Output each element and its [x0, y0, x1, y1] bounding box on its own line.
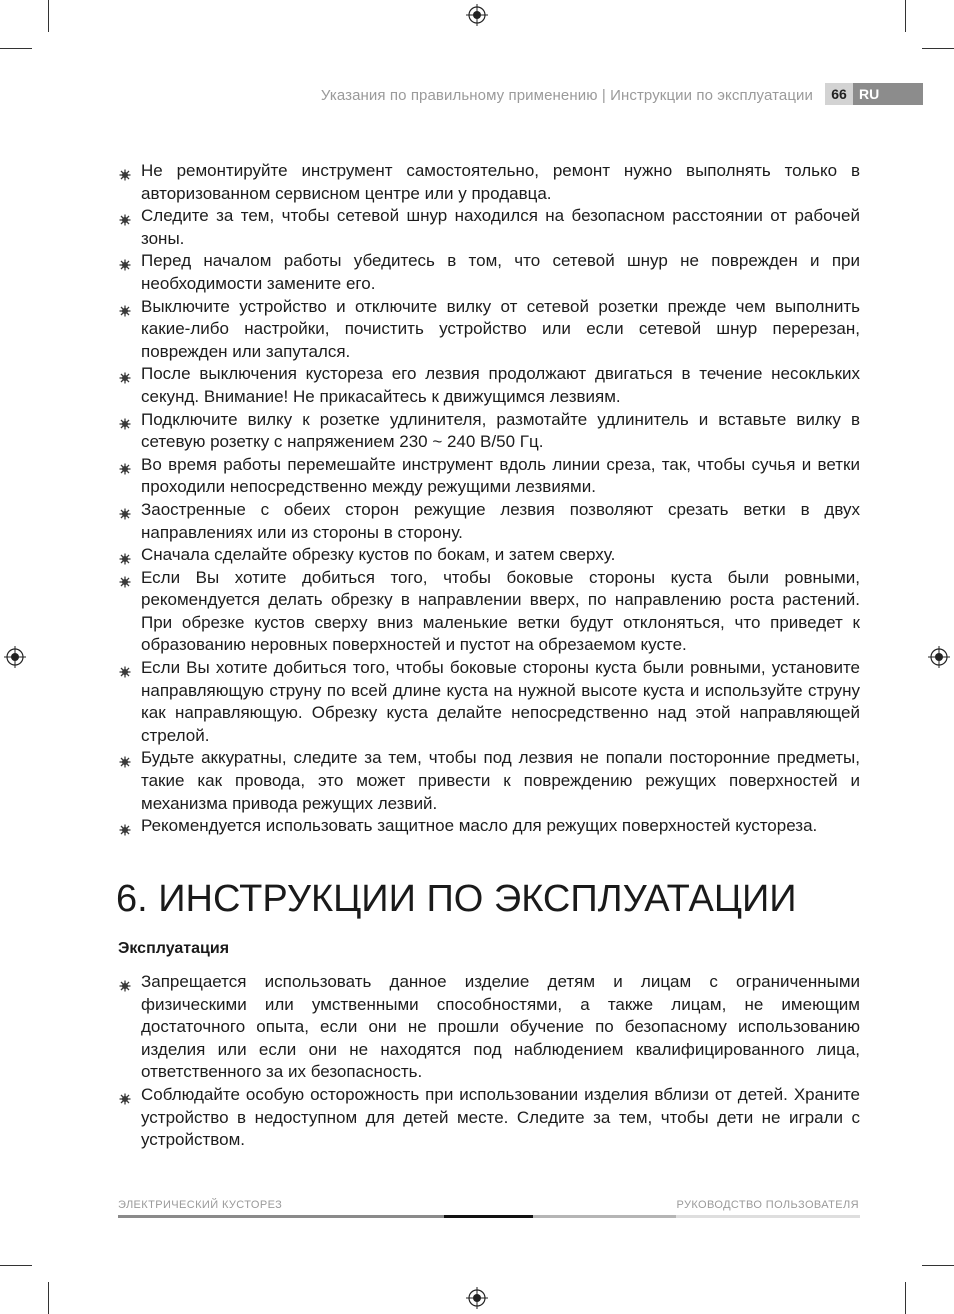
- list-item: [118, 1084, 860, 1152]
- list-item-text: Подключите вилку к розетке удлинителя, размотайте удлинитель и вставьте вилку в сетевую розетку с напряжением 230 ~ 240 В/50 Гц.: [141, 409, 860, 452]
- safety-instructions: [118, 160, 860, 838]
- list-item: [118, 160, 860, 205]
- footer-divider: [444, 1215, 533, 1218]
- list-item: [118, 971, 860, 1084]
- footer-document-type: РУКОВОДСТВО ПОЛЬЗОВАТЕЛЯ: [676, 1199, 859, 1211]
- crop-mark: [48, 1282, 49, 1314]
- operation-instructions: [118, 971, 860, 1152]
- list-item: [118, 363, 860, 408]
- bullet-list: [118, 160, 860, 838]
- sun-bullet-icon: [119, 210, 131, 222]
- list-item-text: Если Вы хотите добиться того, чтобы боковые стороны куста были ровными, рекомендуется делать обрезку в направлении вверх, по направлению роста растений. При обрезке кустов сверху вниз маленькие ветки будут отклоняться, что приведет к образованию неровных поверхностей и пустот на обрезаемом кусте.: [141, 567, 860, 655]
- list-item: [118, 815, 860, 838]
- list-item-text: Выключите устройство и отключите вилку от сетевой розетки прежде чем выполнить какие-либо настройки, почистить устройство или если сетевой шнур перерезан, поврежден или запутался.: [141, 296, 860, 361]
- crop-mark: [922, 1265, 954, 1266]
- list-item: [118, 409, 860, 454]
- section-subheading: Эксплуатация: [118, 940, 230, 957]
- footer-divider: [676, 1215, 860, 1218]
- list-item-text: После выключения кустореза его лезвия продолжают двигаться в течение несокльких секунд. Внимание! Не прикасайтесь к движущимся лезвиям.: [141, 364, 860, 406]
- sun-bullet-icon: [119, 1089, 131, 1101]
- list-item-text: Запрещается использовать данное изделие детям и лицам с ограниченными физическими или умственными способностями, а также лицам, не имеющим достаточного опыта, если они не прошли обучение по безопасному использованию изделия или если они не находятся под наблюдением квалифицированного лица, ответственного за их безопасность.: [141, 972, 860, 1082]
- list-item-text: Следите за тем, чтобы сетевой шнур находился на безопасном расстоянии от рабочей зоны.: [141, 206, 860, 248]
- list-item: [118, 657, 860, 747]
- list-item-text: Перед началом работы убедитесь в том, что сетевой шнур не поврежден и при необходимости замените его.: [141, 251, 860, 293]
- list-item: [118, 454, 860, 499]
- running-header-title: Указания по правильному применению | Инструкции по эксплуатации: [320, 87, 813, 104]
- list-item: [118, 747, 860, 815]
- list-item-text: Не ремонтируйте инструмент самостоятельно, ремонт нужно выполнять только в авторизованном сервисном центре или у продавца.: [141, 161, 860, 203]
- crop-mark: [922, 48, 954, 49]
- footer-divider: [533, 1215, 676, 1218]
- sun-bullet-icon: [119, 662, 131, 674]
- sun-bullet-icon: [119, 414, 131, 426]
- registration-mark-icon: [466, 4, 488, 26]
- sun-bullet-icon: [119, 368, 131, 380]
- list-item-text: Рекомендуется использовать защитное масло для режущих поверхностей кустореза.: [141, 816, 818, 836]
- crop-mark: [0, 1265, 32, 1266]
- sun-bullet-icon: [119, 820, 131, 832]
- registration-mark-icon: [928, 646, 950, 668]
- section-heading: 6. ИНСТРУКЦИИ ПО ЭКСПЛУАТАЦИИ: [116, 878, 797, 920]
- sun-bullet-icon: [119, 255, 131, 267]
- sun-bullet-icon: [119, 165, 131, 177]
- list-item: [118, 296, 860, 364]
- sun-bullet-icon: [119, 976, 131, 988]
- bullet-list: [118, 971, 860, 1152]
- crop-mark: [905, 0, 906, 32]
- list-item: [118, 544, 860, 567]
- crop-mark: [48, 0, 49, 32]
- language-tab: RU: [853, 83, 923, 105]
- sun-bullet-icon: [119, 504, 131, 516]
- sun-bullet-icon: [119, 459, 131, 471]
- list-item-text: Если Вы хотите добиться того, чтобы боковые стороны куста были ровными, установите направляющую струну по всей длине куста на нужной высоте куста и используйте струну как направляющую. Обрезку куста делайте непосредственно над этой направляющей стрелой.: [141, 658, 860, 745]
- list-item: [118, 567, 860, 657]
- sun-bullet-icon: [119, 572, 131, 584]
- list-item-text: Будьте аккуратны, следите за тем, чтобы под лезвия не попали посторонние предметы, такие как провода, это может привести к повреждению режущих поверхностей и механизма привода режущих лезвий.: [141, 748, 860, 813]
- footer-divider: [118, 1215, 444, 1218]
- sun-bullet-icon: [119, 549, 131, 561]
- footer-product-name: ЭЛЕКТРИЧЕСКИЙ КУСТОРЕЗ: [118, 1199, 283, 1211]
- list-item: [118, 499, 860, 544]
- list-item-text: Сначала сделайте обрезку кустов по бокам, и затем сверху.: [141, 545, 616, 565]
- registration-mark-icon: [4, 646, 26, 668]
- crop-mark: [0, 48, 32, 49]
- list-item-text: Соблюдайте особую осторожность при использовании изделия вблизи от детей. Храните устройство в недоступном для детей месте. Следите за тем, чтобы дети не играли с устройством.: [141, 1084, 860, 1150]
- list-item: [118, 205, 860, 250]
- sun-bullet-icon: [119, 752, 131, 764]
- list-item-text: Заостренные с обеих сторон режущие лезвия позволяют срезать ветки в двух направлениях или из стороны в сторону.: [141, 499, 860, 542]
- list-item: [118, 250, 860, 295]
- crop-mark: [905, 1282, 906, 1314]
- registration-mark-icon: [466, 1287, 488, 1309]
- sun-bullet-icon: [119, 301, 131, 313]
- list-item-text: Во время работы перемешайте инструмент вдоль линии среза, так, чтобы сучья и ветки проходили непосредственно между режущими лезвиями.: [141, 454, 860, 497]
- page-number: 66: [825, 83, 853, 105]
